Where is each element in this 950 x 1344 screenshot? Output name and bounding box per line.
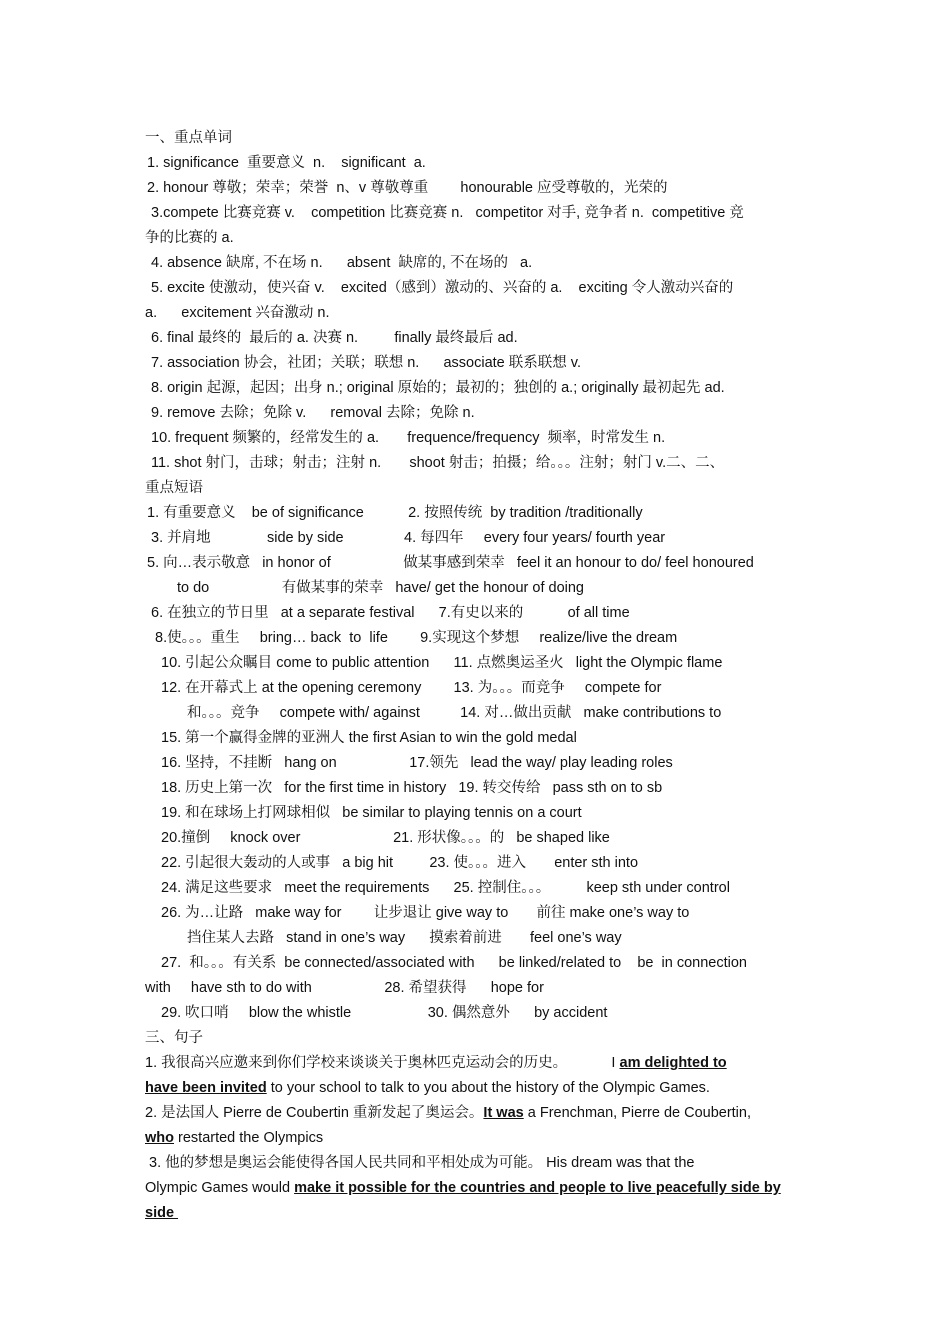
text-line: 15. 第一个赢得金牌的亚洲人 the first Asian to win the gold medal (161, 730, 577, 746)
text-line: 挡住某人去路 stand in one’s way 摸索着前进 feel one’s way (187, 930, 622, 946)
text-line: 8.使。。。重生 bring… back to life 9.实现这个梦想 realize/live the dream (155, 630, 678, 646)
sentence-2-line-2: who restarted the Olympics (145, 1130, 324, 1146)
text-line: 20.撞倒 knock over 21. 形状像。。。的 be shaped like (161, 830, 610, 846)
text-line: a. excitement 兴奋激动 n. (145, 305, 330, 321)
sentence-1-line-1: 1. 我很高兴应邀来到你们学校来谈谈关于奥林匹克运动会的历史。 I am delighted to (145, 1055, 727, 1071)
text-line: 6. 在独立的节日里 at a separate festival 7.有史以来的 of all time (151, 605, 630, 621)
text-line: 16. 坚持，不挂断 hang on 17.领先 lead the way/ play leading roles (161, 755, 673, 771)
text-line: 2. honour 尊敬；荣幸；荣誉 n、v 尊敬尊重 honourable 应受尊敬的，光荣的 (147, 180, 668, 196)
text-line: 11. shot 射门，击球；射击；注射 n. shoot 射击；拍摄；给。。。注射；射门 v.二、二、 (151, 455, 725, 471)
text-line: with have sth to do with 28. 希望获得 hope for (145, 980, 544, 996)
sentence-3-line-2: Olympic Games would make it possible for the countries and people to live peacefully side by (145, 1180, 781, 1196)
text-line: 三、句子 (145, 1030, 203, 1046)
text-line: 4. absence 缺席, 不在场 n. absent 缺席的, 不在场的 a. (151, 255, 533, 271)
text-line: 7. association 协会，社团；关联；联想 n. associate 联系联想 v. (151, 355, 582, 371)
text-line: 10. 引起公众瞩目 come to public attention 11. 点燃奥运圣火 light the Olympic flame (161, 655, 723, 671)
text-line: 18. 历史上第一次 for the first time in history 19. 转交传给 pass sth on to sb (161, 780, 663, 796)
text-line: 26. 为…让路 make way for 让步退让 give way to 前往 make one’s way to (161, 905, 690, 921)
text-line: 1. significance 重要意义 n. significant a. (147, 155, 426, 171)
text-line: 一、重点单词 (145, 130, 232, 146)
text-line: 27. 和。。。有关系 be connected/associated with be linked/related to be in connection (161, 955, 747, 971)
text-line: 8. origin 起源，起因；出身 n.; original 原始的；最初的；独创的 a.; originally 最初起先 ad. (151, 380, 725, 396)
text-line: 24. 满足这些要求 meet the requirements 25. 控制住。。。 keep sth under control (161, 880, 730, 896)
text-line: 3. 并肩地 side by side 4. 每四年 every four years/ fourth year (151, 530, 666, 546)
text-line: 6. final 最终的 最后的 a. 决赛 n. finally 最终最后 ad. (151, 330, 518, 346)
text-line: 12. 在开幕式上 at the opening ceremony 13. 为。。。而竞争 compete for (161, 680, 662, 696)
text-line: to do 有做某事的荣幸 have/ get the honour of doing (177, 580, 584, 596)
text-line: 重点短语 (145, 480, 203, 496)
text-line: 29. 吹口哨 blow the whistle 30. 偶然意外 by accident (161, 1005, 608, 1021)
sentence-3-line-1: 3. 他的梦想是奥运会能使得各国人民共同和平相处成为可能。 His dream was that the (145, 1155, 695, 1171)
text-line: 22. 引起很大轰动的人或事 a big hit 23. 使。。。进入 enter sth into (161, 855, 639, 871)
text-line: 争的比赛的 a. (145, 230, 234, 246)
text-line: 3.compete 比赛竞赛 v. competition 比赛竞赛 n. competitor 对手, 竞争者 n. competitive 竞 (151, 205, 744, 221)
sentence-3-line-3: side (145, 1205, 179, 1221)
text-line: 10. frequent 频繁的，经常发生的 a. frequence/frequency 频率，时常发生 n. (151, 430, 666, 446)
text-line: 19. 和在球场上打网球相似 be similar to playing tennis on a court (161, 805, 582, 821)
text-line: 5. excite 使激动，使兴奋 v. excited（感到）激动的、兴奋的 a. exciting 令人激动兴奋的 (151, 280, 734, 296)
text-line: 5. 向…表示敬意 in honor of 做某事感到荣幸 feel it an honour to do/ feel honoured (147, 555, 754, 571)
text-line: 和。。。竞争 compete with/ against 14. 对…做出贡献 make contributions to (187, 705, 722, 721)
text-line: 9. remove 去除；免除 v. removal 去除；免除 n. (151, 405, 475, 421)
text-line: 1. 有重要意义 be of significance 2. 按照传统 by tradition /traditionally (147, 505, 643, 521)
sentence-1-line-2: have been invited to your school to talk to you about the history of the Olympic Games. (145, 1080, 710, 1096)
sentence-2-line-1: 2. 是法国人 Pierre de Coubertin 重新发起了奥运会。It was a Frenchman, Pierre de Coubertin, (145, 1105, 751, 1121)
